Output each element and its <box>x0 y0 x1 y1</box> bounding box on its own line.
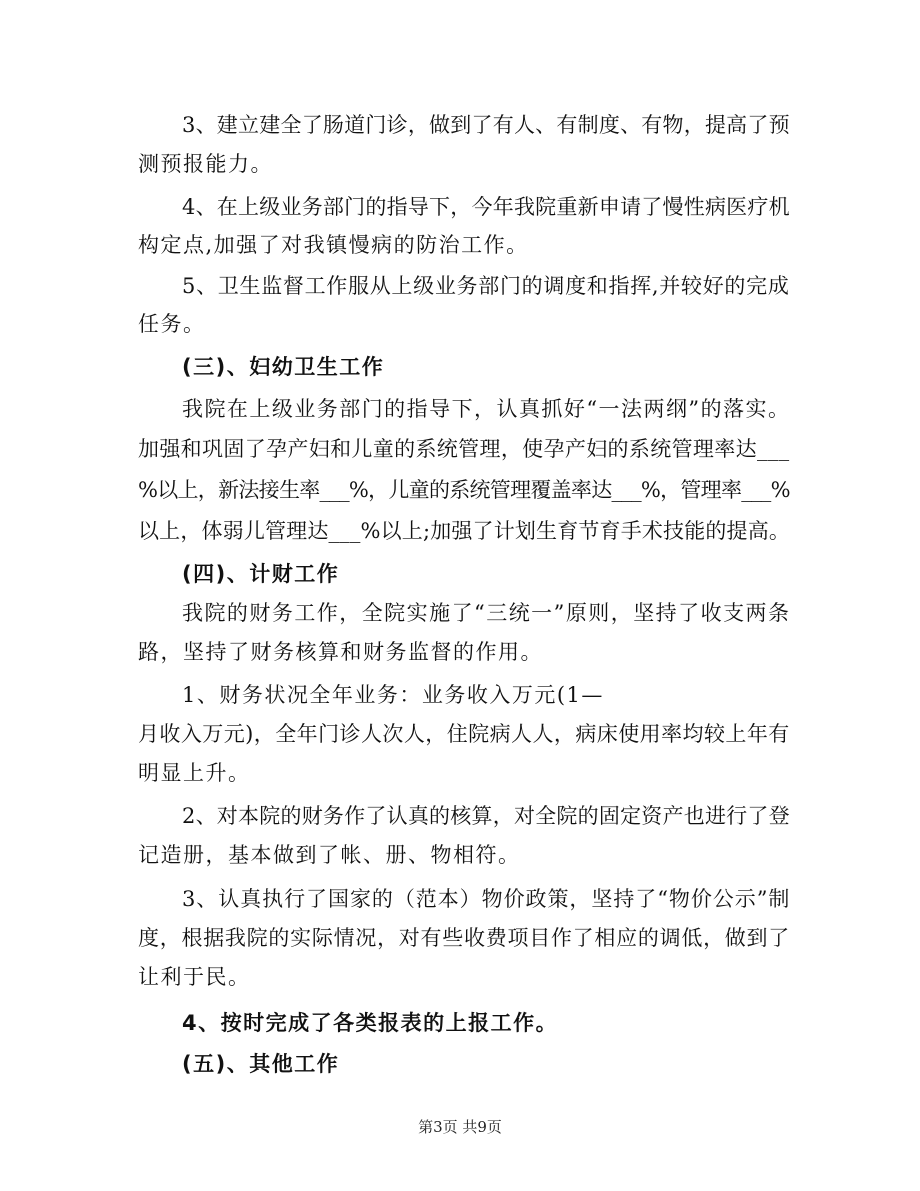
text-line: 1、财务状况全年业务：业务收入万元(1— <box>182 683 604 707</box>
section-heading: (三)、妇幼卫生工作 <box>182 355 385 379</box>
text-line: 5、卫生监督工作服从上级业务部门的调度和指挥,并较好的完成 <box>182 274 790 298</box>
text-line: 记造册，基本做到了帐、册、物相符。 <box>138 843 521 867</box>
text-line: %以上，新法接生率___%，儿童的系统管理覆盖率达___%，管理率___% <box>138 478 790 502</box>
text-line: 明显上升。 <box>138 761 251 785</box>
text-line: 让利于民。 <box>138 965 251 989</box>
text-line: 度，根据我院的实际情况，对有些收费项目作了相应的调低，做到了 <box>138 926 790 950</box>
section-heading: (五)、其他工作 <box>182 1052 340 1076</box>
text-line: 任务。 <box>138 312 206 336</box>
text-line: 以上，体弱儿管理达___%以上;加强了计划生育节育手术技能的提高。 <box>138 519 791 543</box>
page-number-footer: 第3页 共9页 <box>418 1118 502 1136</box>
text-line: 我院在上级业务部门的指导下，认真抓好“一法两纲”的落实。 <box>182 397 791 421</box>
text-line: 测预报能力。 <box>138 152 273 176</box>
section-heading: (四)、计财工作 <box>182 562 340 586</box>
text-line: 加强和巩固了孕产妇和儿童的系统管理，使孕产妇的系统管理率达___ <box>138 437 790 461</box>
text-line: 构定点,加强了对我镇慢病的防治工作。 <box>138 233 529 257</box>
text-line: 4、在上级业务部门的指导下，今年我院重新申请了慢性病医疗机 <box>182 195 790 219</box>
text-line: 路，坚持了财务核算和财务监督的作用。 <box>138 640 543 664</box>
text-line: 2、对本院的财务作了认真的核算，对全院的固定资产也进行了登 <box>182 804 790 828</box>
section-heading: 4、按时完成了各类报表的上报工作。 <box>182 1011 559 1035</box>
text-line: 我院的财务工作，全院实施了“三统一”原则，坚持了收支两条 <box>182 601 791 625</box>
text-line: 3、认真执行了国家的（范本）物价政策，坚持了“物价公示”制 <box>182 887 791 911</box>
text-line: 3、建立建全了肠道门诊，做到了有人、有制度、有物，提高了预 <box>182 113 790 137</box>
text-line: 月收入万元)，全年门诊人次人，住院病人人，病床使用率均较上年有 <box>138 722 790 746</box>
